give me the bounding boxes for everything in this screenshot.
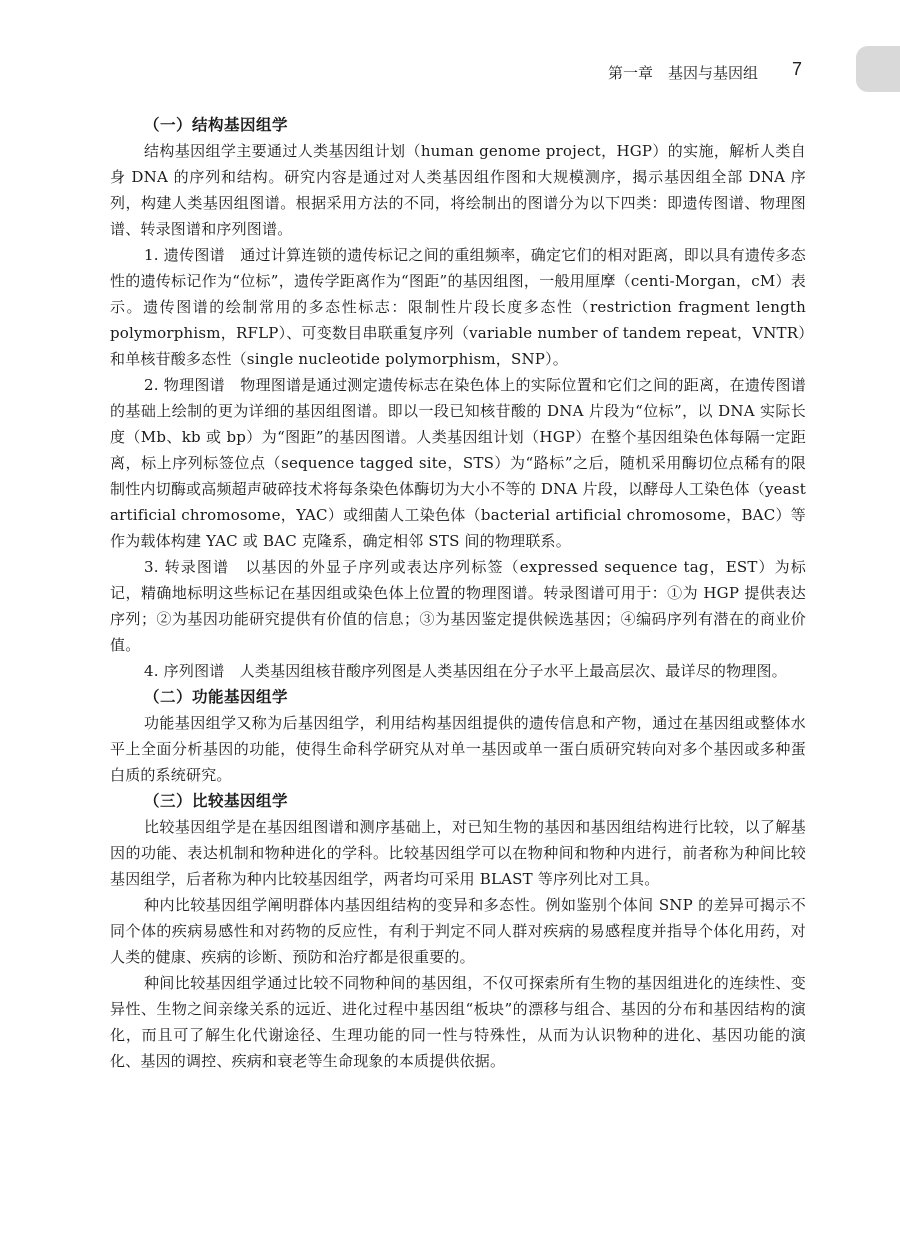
- thumb-index-tab: [856, 46, 900, 92]
- paragraph: 3. 转录图谱 以基因的外显子序列或表达序列标签（expressed sequence tag，EST）为标记，精确地标明这些标记在基因组或染色体上位置的物理图谱。转录图谱可用于：①为 HGP 提供表达序列；②为基因功能研究提供有价值的信息；③为基因鉴定提供候选基因；④编码序列有潜在的商业价值。: [110, 558, 806, 654]
- page-body: [110, 112, 806, 1074]
- section-heading-comparative-genomics: （三）比较基因组学: [144, 792, 289, 810]
- paragraph: 1. 遗传图谱 通过计算连锁的遗传标记之间的重组频率，确定它们的相对距离，即以具有遗传多态性的遗传标记作为“位标”，遗传学距离作为“图距”的基因组图，一般用厘摩（centi-Morgan，cM）表示。遗传图谱的绘制常用的多态性标志：限制性片段长度多态性（restriction fragment length polymorphism，RFLP）、可变数目串联重复序列（variable number of tandem repeat，VNTR）和单核苷酸多态性（single nucleotide polymorphism，SNP）。: [110, 246, 806, 368]
- paragraph: 功能基因组学又称为后基因组学，利用结构基因组提供的遗传信息和产物，通过在基因组或整体水平上全面分析基因的功能，使得生命科学研究从对单一基因或单一蛋白质研究转向对多个基因或多种蛋白质的系统研究。: [110, 714, 806, 784]
- page-number: 7: [791, 59, 802, 79]
- section-heading-structural-genomics: （一）结构基因组学: [144, 116, 289, 134]
- paragraph: 种内比较基因组学阐明群体内基因组结构的变异和多态性。例如鉴别个体间 SNP 的差异可揭示不同个体的疾病易感性和对药物的反应性，有利于判定不同人群对疾病的易感程度并指导个体化用药，对人类的健康、疾病的诊断、预防和治疗都是很重要的。: [110, 896, 806, 966]
- paragraph: 比较基因组学是在基因组图谱和测序基础上，对已知生物的基因和基因组结构进行比较，以了解基因的功能、表达机制和物种进化的学科。比较基因组学可以在物种间和物种内进行，前者称为种间比较基因组学，后者称为种内比较基因组学，两者均可采用 BLAST 等序列比对工具。: [110, 818, 806, 888]
- paragraph: 4. 序列图谱 人类基因组核苷酸序列图是人类基因组在分子水平上最高层次、最详尽的物理图。: [144, 662, 787, 680]
- paragraph: 种间比较基因组学通过比较不同物种间的基因组，不仅可探索所有生物的基因组进化的连续性、变异性、生物之间亲缘关系的远近、进化过程中基因组“板块”的漂移与组合、基因的分布和基因结构的演化，而且可了解生化代谢途径、生理功能的同一性与特殊性，从而为认识物种的进化、基因功能的演化、基因的调控、疾病和衰老等生命现象的本质提供依据。: [110, 974, 806, 1070]
- paragraph: 2. 物理图谱 物理图谱是通过测定遗传标志在染色体上的实际位置和它们之间的距离，在遗传图谱的基础上绘制的更为详细的基因组图谱。即以一段已知核苷酸的 DNA 片段为“位标”，以 DNA 实际长度（Mb、kb 或 bp）为“图距”的基因图谱。人类基因组计划（HGP）在整个基因组染色体每隔一定距离，标上序列标签位点（sequence tagged site，STS）为“路标”之后，随机采用酶切位点稀有的限制性内切酶或高频超声破碎技术将每条染色体酶切为大小不等的 DNA 片段，以酵母人工染色体（yeast artificial chromosome，YAC）或细菌人工染色体（bacterial artificial chromosome，BAC）等作为载体构建 YAC 或 BAC 克隆系，确定相邻 STS 间的物理联系。: [110, 376, 806, 550]
- chapter-title: 第一章 基因与基因组: [607, 64, 758, 82]
- paragraph: 结构基因组学主要通过人类基因组计划（human genome project，HGP）的实施，解析人类自身 DNA 的序列和结构。研究内容是通过对人类基因组作图和大规模测序，揭示基因组全部 DNA 序列，构建人类基因组图谱。根据采用方法的不同，将绘制出的图谱分为以下四类：即遗传图谱、物理图谱、转录图谱和序列图谱。: [110, 142, 806, 238]
- section-heading-functional-genomics: （二）功能基因组学: [144, 688, 289, 706]
- running-header: [0, 58, 900, 88]
